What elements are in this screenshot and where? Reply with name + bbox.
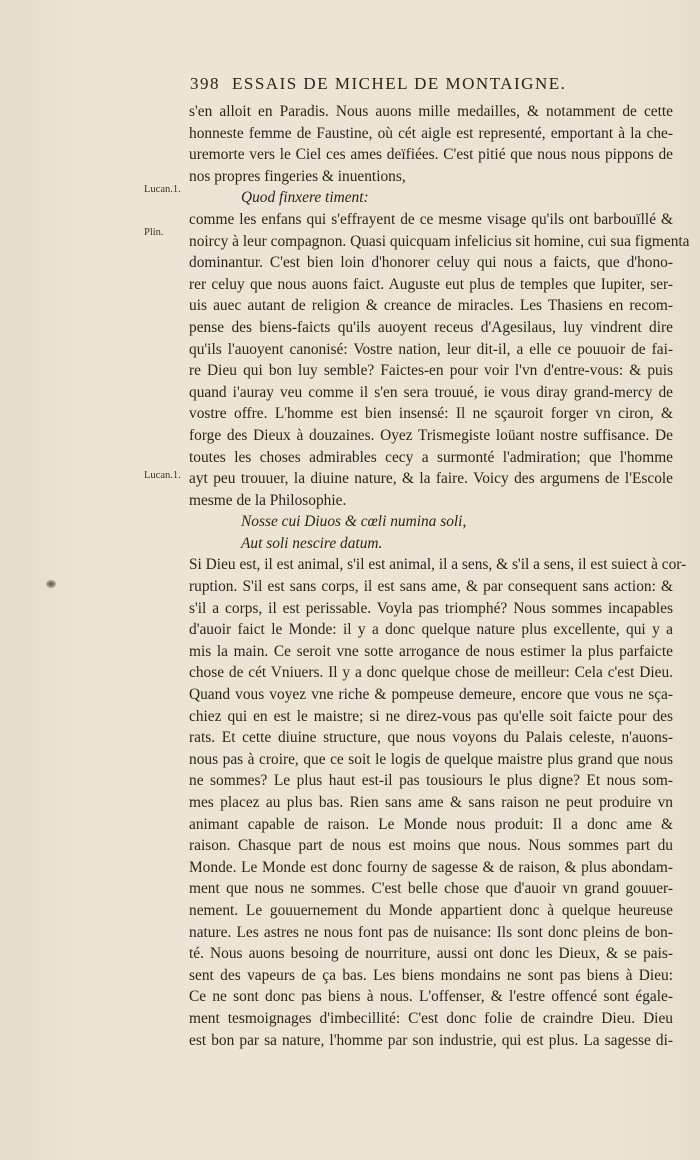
text-line: rer celuy que nous auons faict. Auguste eut plus de temples que Iupiter, ser- — [189, 275, 673, 293]
text-line: raison. Chasque part de nous est moins que nous. Nous sommes part du — [189, 837, 673, 855]
text-line: mis la main. Ce seroit vne sotte arrogance de nous estimer la plus parfaicte — [189, 642, 673, 660]
text-line: est bon par sa nature, l'homme par son industrie, qui est plus. La sagesse di- — [189, 1031, 673, 1049]
text-line: Monde. Le Monde est donc fourny de sagesse & de raison, & plus abondam- — [189, 858, 673, 876]
margin-note-pliny: Plin. — [144, 227, 164, 238]
text-line: quand i'auray veu comme il s'en sera trouué, ie vous diray grand-mercy de — [189, 383, 673, 401]
text-line: Quand vous voyez vne riche & pompeuse demeure, encore que vous ne sça- — [189, 686, 673, 704]
text-line: uis auec autant de religion & creance de miracles. Les Thasiens en recom- — [189, 297, 673, 315]
text-line: comme les enfans qui s'effrayent de ce mesme visage qu'ils ont barbouïllé & — [189, 210, 673, 228]
margin-note-lucan: Lucan.1. — [144, 184, 181, 195]
text-line: chiez qui en est le maistre; si ne direz-vous pas qu'elle soit faicte pour des — [189, 707, 673, 725]
text-line: noircy à leur compagnon. Quasi quicquam infelicius sit homine, cui sua figmenta — [189, 232, 690, 250]
text-line: honneste femme de Faustine, où cét aigle est representé, emportant à la che- — [189, 124, 673, 142]
text-line: chose de cét Vniuers. Il y a donc quelque chose de meilleur: Cela c'est Dieu. — [189, 664, 673, 682]
text-line: qu'ils l'auoyent canonisé: Vostre nation, leur dit-il, a elle ce pouuoir de fai- — [189, 340, 673, 358]
text-line: mesme de la Philosophie. — [189, 491, 347, 509]
text-line: animant capable de raison. Le Monde nous produit: Il a donc ame & — [189, 815, 673, 833]
text-line: ment tesmoignages d'imbecillité: C'est donc folie de craindre Dieu. Dieu — [189, 1009, 673, 1027]
text-line: forge des Dieux à douzaines. Oyez Trismegiste loüant nostre suffisance. De — [189, 426, 673, 444]
text-line: s'en alloit en Paradis. Nous auons mille medailles, & notamment de cette — [189, 103, 673, 120]
text-line: Ce ne sont donc pas biens à nous. L'offenser, & l'estre offencé sont égale- — [189, 988, 673, 1006]
text-line: ayt peu trouuer, la diuine nature, & la faire. Voicy des argumens de l'Escole — [189, 470, 673, 488]
text-line: Si Dieu est, il est animal, s'il est animal, il a sens, & s'il a sens, il est suiect à cor- — [189, 556, 687, 574]
text-line: dominantur. C'est bien loin d'honorer celuy qui nous a faicts, que d'hono- — [189, 254, 673, 272]
text-line: ruption. S'il est sans corps, il est sans ame, & par consequent sans action: & — [189, 578, 673, 596]
ink-spot — [46, 580, 56, 588]
quotation-line: Quod finxere timent: — [241, 189, 369, 207]
margin-note-lucan-2: Lucan.1. — [144, 470, 181, 481]
body-text — [189, 101, 690, 1051]
quotation-line: Aut soli nescire datum. — [241, 534, 383, 552]
text-line: ne sommes? Le plus haut est-il pas tousiours le plus digne? Et nous som- — [189, 772, 673, 790]
text-line: toutes les choses admirables cecy a surmonté l'admiration; que l'homme — [189, 448, 673, 466]
running-title: ESSAIS DE MICHEL DE MONTAIGNE. — [232, 74, 567, 93]
running-head — [190, 74, 670, 94]
quotation-line: Nosse cui Diuos & cœli numina soli, — [241, 513, 467, 531]
text-line: uremorte vers le Ciel ces ames deïfiées. C'est pitié que nous nous pippons de — [189, 146, 673, 164]
text-line: d'auoir faict le Monde: il y a donc quelque nature plus excellente, qui y a — [189, 621, 673, 639]
page-number: 398 — [190, 74, 220, 93]
text-line: nos propres fingeries & inuentions, — [189, 167, 406, 185]
text-line: sent des vapeurs de ça bas. Les biens mondains ne sont pas biens à Dieu: — [189, 966, 673, 984]
text-line: ment que nous ne sommes. C'est belle chose que d'auoir vn grand gouuer- — [189, 880, 673, 898]
text-line: nement. Le gouuernement du Monde appartient donc à quelque heureuse — [189, 901, 673, 919]
text-line: rats. Et cette diuine structure, que nous voyons du Palais celeste, n'auons- — [189, 729, 673, 747]
text-line: nous pas à croire, que ce soit le logis de quelque maistre plus grand que nous — [189, 750, 673, 768]
text-line: mes placez au plus bas. Rien sans ame & sans raison ne peut produire vn — [189, 794, 673, 811]
text-line: nature. Les astres ne nous font pas de nuisance: Ils sont donc pleins de bon- — [189, 923, 673, 941]
text-line: pense des biens-faicts qu'ils auoyent receus d'Agesilaus, luy vindrent dire — [189, 318, 673, 336]
text-line: s'il a corps, il est perissable. Voyla pas triomphé? Nous sommes incapables — [189, 599, 673, 617]
text-line: té. Nous auons besoing de nourriture, aussi ont donc les Dieux, & se pais- — [189, 945, 673, 963]
text-line: vostre offre. L'homme est bien insensé: Il ne sçauroit forger vn ciron, & — [189, 405, 673, 423]
text-line: re Dieu qui bon luy semble? Faictes-en pour voir l'vn d'entre-vous: & puis — [189, 362, 673, 380]
